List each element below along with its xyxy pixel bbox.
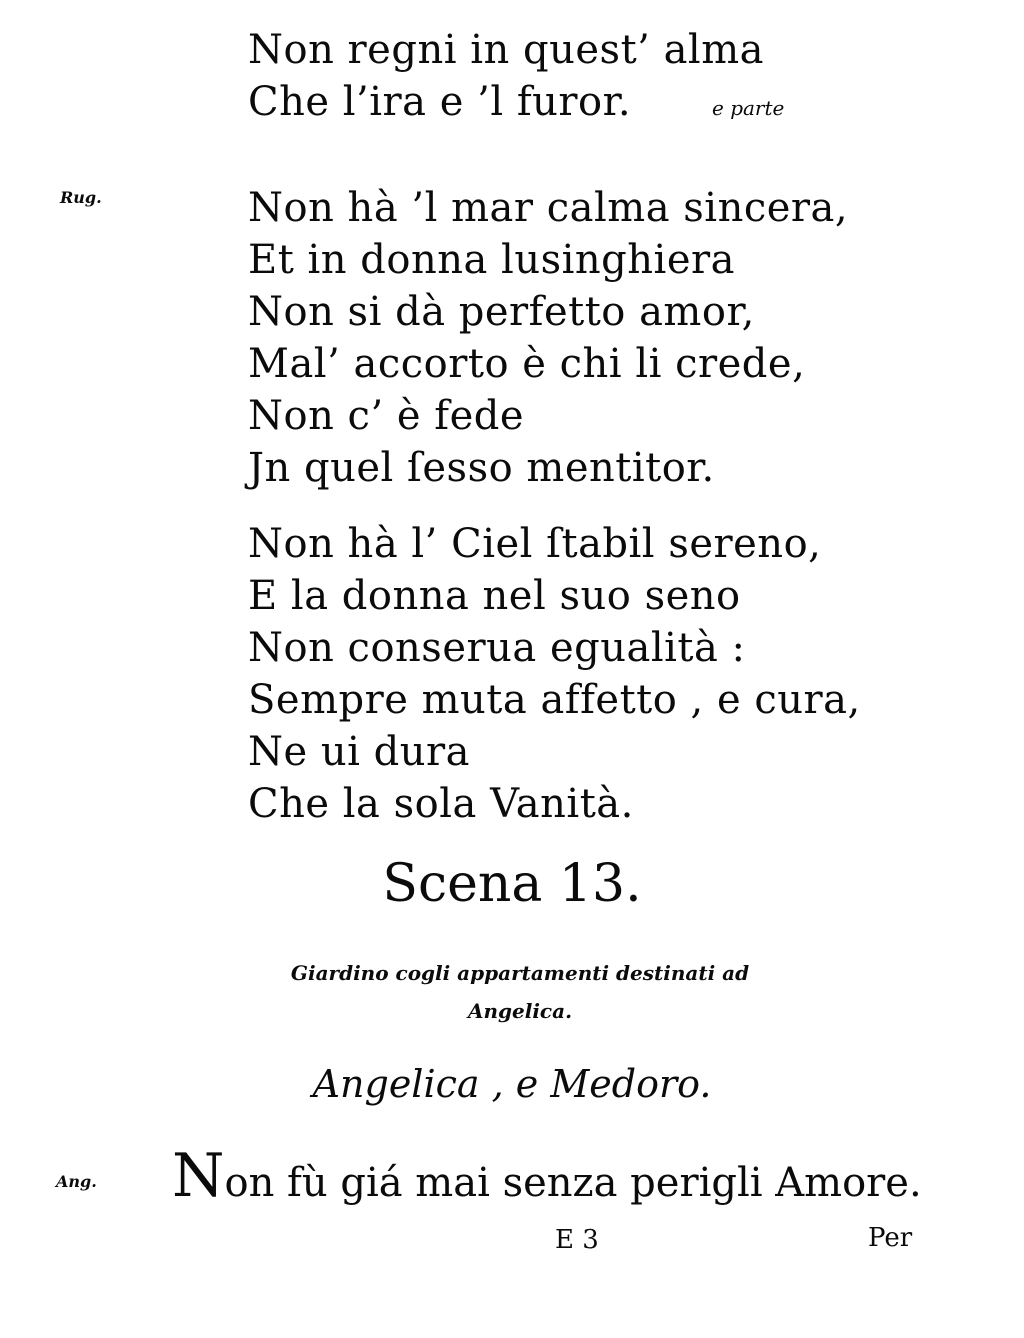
scene-setting-line: Angelica. bbox=[467, 999, 573, 1023]
verse-line: Non hà ’l mar calma sincera, bbox=[248, 185, 849, 231]
verse-line: Non regni in quest’ alma bbox=[248, 27, 764, 73]
speaker-label: Rug. bbox=[60, 188, 102, 207]
catchword: Per bbox=[868, 1223, 913, 1253]
verse-line: Ne ui dura bbox=[248, 729, 470, 775]
speaker-label: Ang. bbox=[56, 1172, 97, 1191]
scene-characters: Angelica , e Medoro. bbox=[312, 1062, 712, 1106]
signature-mark: E 3 bbox=[555, 1225, 599, 1255]
opening-verse-text: on fù giá mai senza perigli Amore. bbox=[224, 1160, 922, 1206]
verse-line: Jn quel ſesso mentitor. bbox=[248, 445, 715, 491]
verse-line: Che l’ira e ’l furor. bbox=[248, 79, 632, 125]
verse-line: Sempre muta affetto , e cura, bbox=[248, 677, 861, 723]
verse-line: Non si dà perfetto amor, bbox=[248, 289, 755, 335]
opening-verse-line bbox=[172, 1141, 922, 1213]
verse-line: Non c’ è fede bbox=[248, 393, 525, 439]
verse-line: Che la sola Vanità. bbox=[248, 781, 634, 827]
scene-title: Scena 13. bbox=[382, 854, 642, 914]
verse-line: Non hà l’ Ciel ſtabil sereno, bbox=[248, 521, 822, 567]
scene-setting-line: Giardino cogli appartamenti destinati ad bbox=[290, 961, 750, 985]
verse-line: E la donna nel suo seno bbox=[248, 573, 741, 619]
verse-line: Et in donna lusinghiera bbox=[248, 237, 735, 283]
stage-direction: e parte bbox=[712, 96, 785, 120]
drop-cap: N bbox=[172, 1141, 225, 1211]
verse-line: Mal’ accorto è chi li crede, bbox=[248, 341, 806, 387]
verse-line: Non conserua egualità : bbox=[248, 625, 746, 671]
